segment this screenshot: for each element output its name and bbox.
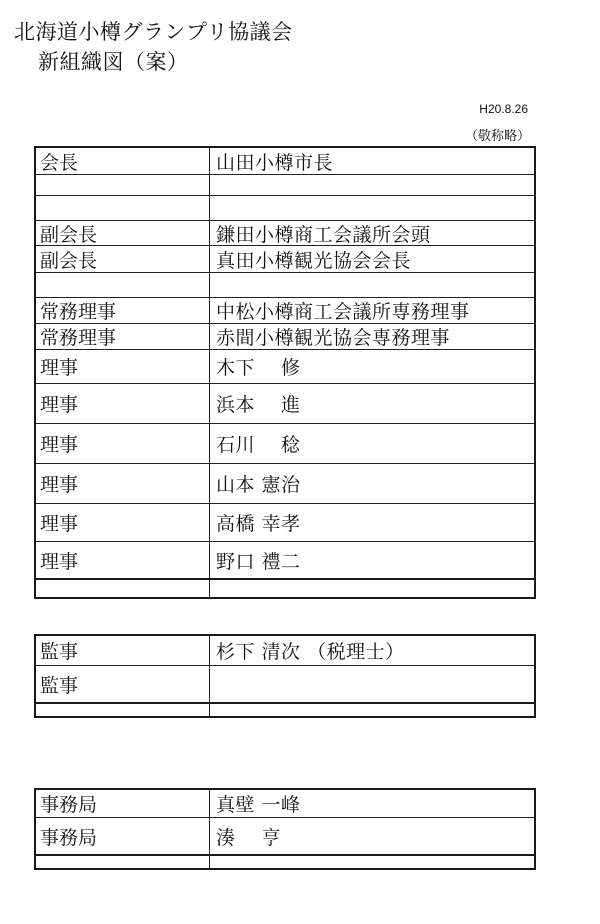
role-cell: 副会長 <box>36 246 210 272</box>
role-cell: 常務理事 <box>36 324 210 349</box>
name-cell: 真田小樽観光協会会長 <box>216 249 412 272</box>
secretariat-table <box>34 788 536 870</box>
document-title: 北海道小樽グランプリ協議会 <box>14 20 293 44</box>
board-row <box>36 246 534 273</box>
board-table <box>34 146 536 599</box>
board-row <box>36 196 534 221</box>
role-cell <box>36 704 210 716</box>
role-cell: 理事 <box>36 424 210 463</box>
board-row <box>36 221 534 246</box>
name-cell <box>210 273 534 297</box>
role-cell: 理事 <box>36 350 210 383</box>
auditors-row <box>36 636 534 666</box>
name-cell <box>210 580 534 597</box>
document-date: H20.8.26 <box>479 102 528 116</box>
name-cell <box>210 666 534 702</box>
name-cell: 浜本 進 <box>216 394 301 416</box>
board-row <box>36 298 534 324</box>
board-row <box>36 464 534 504</box>
board-row <box>36 384 534 424</box>
role-cell: 会長 <box>36 148 210 174</box>
document-subtitle: 新組織図（案） <box>38 50 189 74</box>
role-cell: 副会長 <box>36 221 210 245</box>
secretariat-row <box>36 856 534 868</box>
name-cell: 高橋 幸孝 <box>216 513 301 535</box>
role-cell <box>36 856 210 868</box>
role-cell: 理事 <box>36 504 210 541</box>
name-cell: 山本 憲治 <box>216 474 301 496</box>
name-cell: 中松小樽商工会議所専務理事 <box>216 301 470 323</box>
role-cell: 事務局 <box>36 790 210 817</box>
role-cell <box>36 273 210 297</box>
role-cell: 事務局 <box>36 818 210 854</box>
name-cell: 杉下 清次 （税理士） <box>216 641 405 663</box>
board-row <box>36 273 534 298</box>
role-cell: 理事 <box>36 464 210 503</box>
board-row <box>36 504 534 542</box>
name-cell: 山田小樽市長 <box>216 151 334 174</box>
board-row <box>36 324 534 350</box>
honorific-note: （敬称略） <box>464 129 530 144</box>
role-cell <box>36 580 210 597</box>
auditors-table <box>34 634 536 718</box>
name-cell: 石川 稔 <box>216 434 301 456</box>
role-cell: 常務理事 <box>36 298 210 323</box>
role-cell: 理事 <box>36 542 210 578</box>
name-cell <box>210 196 534 220</box>
name-cell: 赤間小樽観光協会専務理事 <box>216 327 451 349</box>
auditors-row <box>36 704 534 716</box>
board-row <box>36 175 534 196</box>
board-row <box>36 424 534 464</box>
auditors-row <box>36 666 534 704</box>
name-cell: 真壁 一峰 <box>216 794 301 816</box>
role-cell <box>36 175 210 195</box>
secretariat-row <box>36 818 534 856</box>
name-cell: 野口 禮二 <box>216 550 301 573</box>
name-cell <box>210 704 534 716</box>
role-cell: 監事 <box>36 636 210 665</box>
role-cell: 監事 <box>36 666 210 702</box>
role-cell <box>36 196 210 220</box>
name-cell <box>210 175 534 195</box>
name-cell: 木下 修 <box>216 357 301 379</box>
board-row <box>36 350 534 384</box>
secretariat-row <box>36 790 534 818</box>
role-cell: 理事 <box>36 384 210 423</box>
name-cell <box>210 856 534 868</box>
board-row <box>36 580 534 597</box>
name-cell: 鎌田小樽商工会議所会頭 <box>216 223 431 245</box>
board-row <box>36 542 534 580</box>
board-row <box>36 148 534 175</box>
name-cell: 湊 亨 <box>216 826 282 849</box>
